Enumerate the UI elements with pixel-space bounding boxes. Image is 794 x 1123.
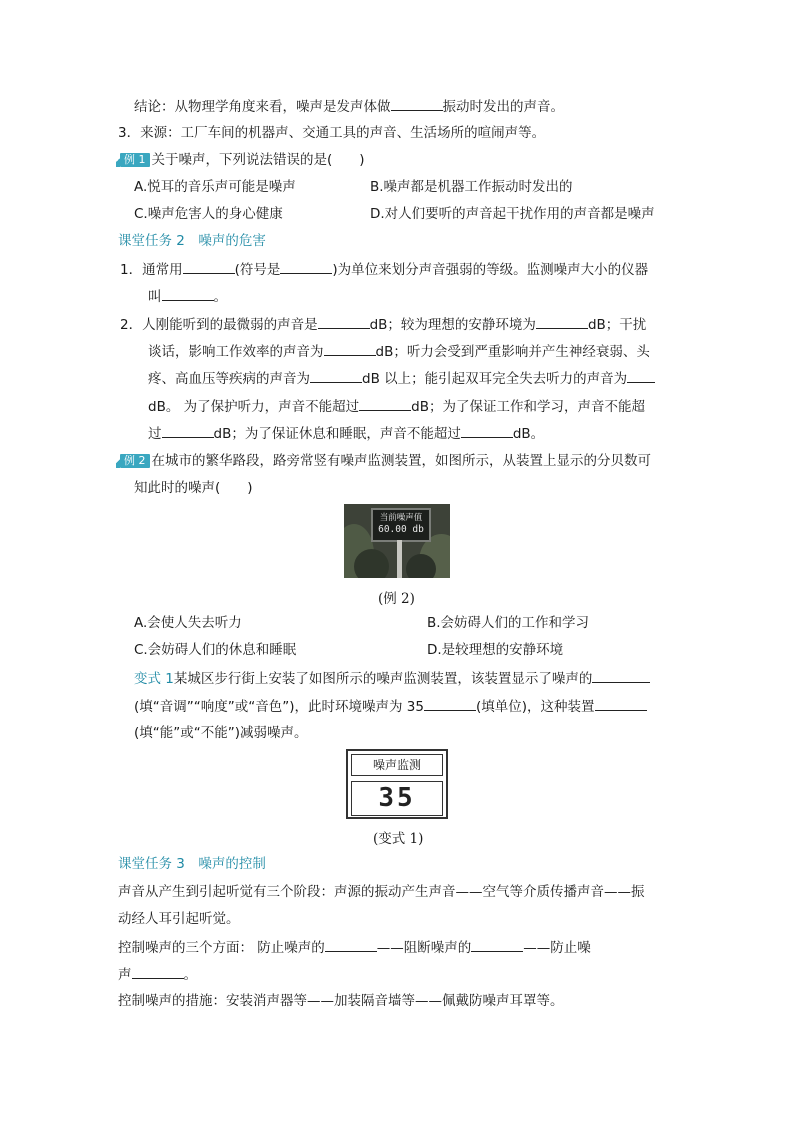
text: ——阻断噪声的 [376,940,472,956]
photo-display-value: 60.00 db [378,524,424,535]
text: (填“能”或“不能”)减弱噪声。 [134,725,308,741]
task3-para1 [118,882,645,902]
text: 疼、高血压等疾病的声音为 [148,371,310,387]
noise-monitor-photo [344,504,450,578]
example2-option-c[interactable] [134,640,296,660]
example2-caption [378,587,415,607]
answer-blank[interactable] [536,314,588,329]
example1-option-d[interactable] [370,204,655,224]
text: dB 以上；能引起双耳完全失去听力的声音为 [362,371,628,387]
device-screen [351,781,443,816]
example1-tag: 例 1 [120,153,150,167]
caption-text: (例 2) [378,591,415,607]
option-text: B.会妨碍人们的工作和学习 [427,615,590,631]
task2-heading [118,231,266,251]
answer-blank[interactable] [461,423,513,438]
text: (填“音调”“响度”或“音色”)，此时环境噪声为 35 [134,699,424,715]
answer-blank[interactable] [318,314,370,329]
text: dB。 为了保护听力，声音不能超过 [148,399,360,415]
task2-item2-line3 [148,368,655,389]
conclusion-text: 结论：从物理学角度来看，噪声是发声体做 [134,99,391,115]
caption-text: (变式 1) [373,831,424,847]
photo-display-board [371,508,431,542]
answer-blank[interactable] [162,423,214,438]
answer-blank[interactable] [627,368,655,383]
source-line [118,123,545,143]
answer-blank[interactable] [183,259,235,274]
example1-stem [120,150,365,170]
option-text: C.噪声危害人的身心健康 [134,206,283,222]
example1-option-a[interactable] [134,177,296,197]
task2-heading-text: 课堂任务 2 噪声的危害 [118,233,266,249]
example2-option-b[interactable] [427,613,589,633]
example2-option-d[interactable] [427,640,563,660]
option-text: A.悦耳的音乐声可能是噪声 [134,179,296,195]
text: dB；为了保证工作和学习，声音不能超 [411,399,645,415]
text: 叫 [148,289,162,305]
photo-pole [397,540,402,578]
text: 控制噪声的措施：安装消声器等——加装隔音墙等——佩戴防噪声耳罩等。 [118,993,564,1009]
text: ——防止噪 [523,940,591,956]
text: dB；干扰 [587,317,647,333]
text: 谈话，影响工作效率的声音为 [148,344,324,360]
foliage [406,554,436,578]
photo-display-label: 当前噪声值 [379,513,423,523]
example2-stem-cont [134,478,253,498]
example2-question-cont: 知此时的噪声( ) [134,480,253,496]
text: 1．通常用 [120,262,183,278]
option-text: D.对人们要听的声音起干扰作用的声音都是噪声 [370,206,655,222]
task2-item1-cont [148,286,227,307]
answer-blank[interactable] [391,96,443,111]
answer-blank[interactable] [280,259,332,274]
answer-blank[interactable] [471,937,523,952]
task2-item2 [120,314,646,335]
example2-stem [120,451,651,471]
variant1-line3 [134,723,308,743]
text: dB。 [512,426,545,442]
example1-option-b[interactable] [370,177,573,197]
option-text: B.噪声都是机器工作振动时发出的 [370,179,573,195]
conclusion-text-end: 振动时发出的声音。 [442,99,564,115]
answer-blank[interactable] [424,696,476,711]
answer-blank[interactable] [359,396,411,411]
text: 声 [118,967,132,983]
task2-item1 [120,259,648,280]
task3-control-aspects [118,937,591,958]
text: 过 [148,426,162,442]
answer-blank[interactable] [595,696,647,711]
text: (符号是 [234,262,281,278]
text: 声音从产生到引起听觉有三个阶段：声源的振动产生声音——空气等介质传播声音——振 [118,884,645,900]
variant1-caption [373,827,423,847]
variant1-stem [134,668,650,689]
text: (填单位)，这种装置 [475,699,595,715]
task3-control-aspects-cont [118,964,197,985]
example2-tag: 例 2 [120,454,150,468]
variant1-line2 [134,696,647,717]
task3-para1-cont [118,909,240,929]
text: 某城区步行街上安装了如图所示的噪声监测装置，该装置显示了噪声的 [173,671,593,687]
answer-blank[interactable] [324,341,376,356]
text: 2．人刚能听到的最微弱的声音是 [120,317,318,333]
conclusion-line [134,96,564,117]
task3-heading [118,854,266,874]
text: dB；为了保证休息和睡眠，声音不能超过 [213,426,461,442]
text: 动经人耳引起听觉。 [118,911,240,927]
option-text: D.是较理想的安静环境 [427,642,564,658]
text: dB；听力会受到严重影响并产生神经衰弱、头 [375,344,650,360]
noise-monitor-device [346,749,448,819]
example1-option-c[interactable] [134,204,283,224]
answer-blank[interactable] [592,668,650,683]
task3-measures [118,991,564,1011]
source-text: 3．来源：工厂车间的机器声、交通工具的声音、生活场所的喧闹声等。 [118,125,546,141]
answer-blank[interactable] [132,964,184,979]
text: 控制噪声的三个方面： 防止噪声的 [118,940,325,956]
text: 。 [213,289,227,305]
answer-blank[interactable] [325,937,377,952]
foliage [354,549,389,578]
task3-heading-text: 课堂任务 3 噪声的控制 [118,856,266,872]
example2-option-a[interactable] [134,613,242,633]
answer-blank[interactable] [162,286,214,301]
text: 。 [183,967,197,983]
text: )为单位来划分声音强弱的等级。监测噪声大小的仪器 [332,262,649,278]
task2-item2-line4 [148,396,645,417]
option-text: C.会妨碍人们的休息和睡眠 [134,642,297,658]
example1-question: 关于噪声，下列说法错误的是( ) [151,152,365,168]
variant1-label: 变式 1 [134,671,174,687]
example2-question: 在城市的繁华路段，路旁常竖有噪声监测装置，如图所示，从装置上显示的分贝数可 [151,453,651,469]
device-title: 噪声监测 [351,754,443,776]
task2-item2-line5 [148,423,544,444]
task2-item2-line2 [148,341,650,362]
option-text: A.会使人失去听力 [134,615,242,631]
text: dB；较为理想的安静环境为 [369,317,536,333]
device-reading: 35 [378,783,416,813]
answer-blank[interactable] [310,368,362,383]
